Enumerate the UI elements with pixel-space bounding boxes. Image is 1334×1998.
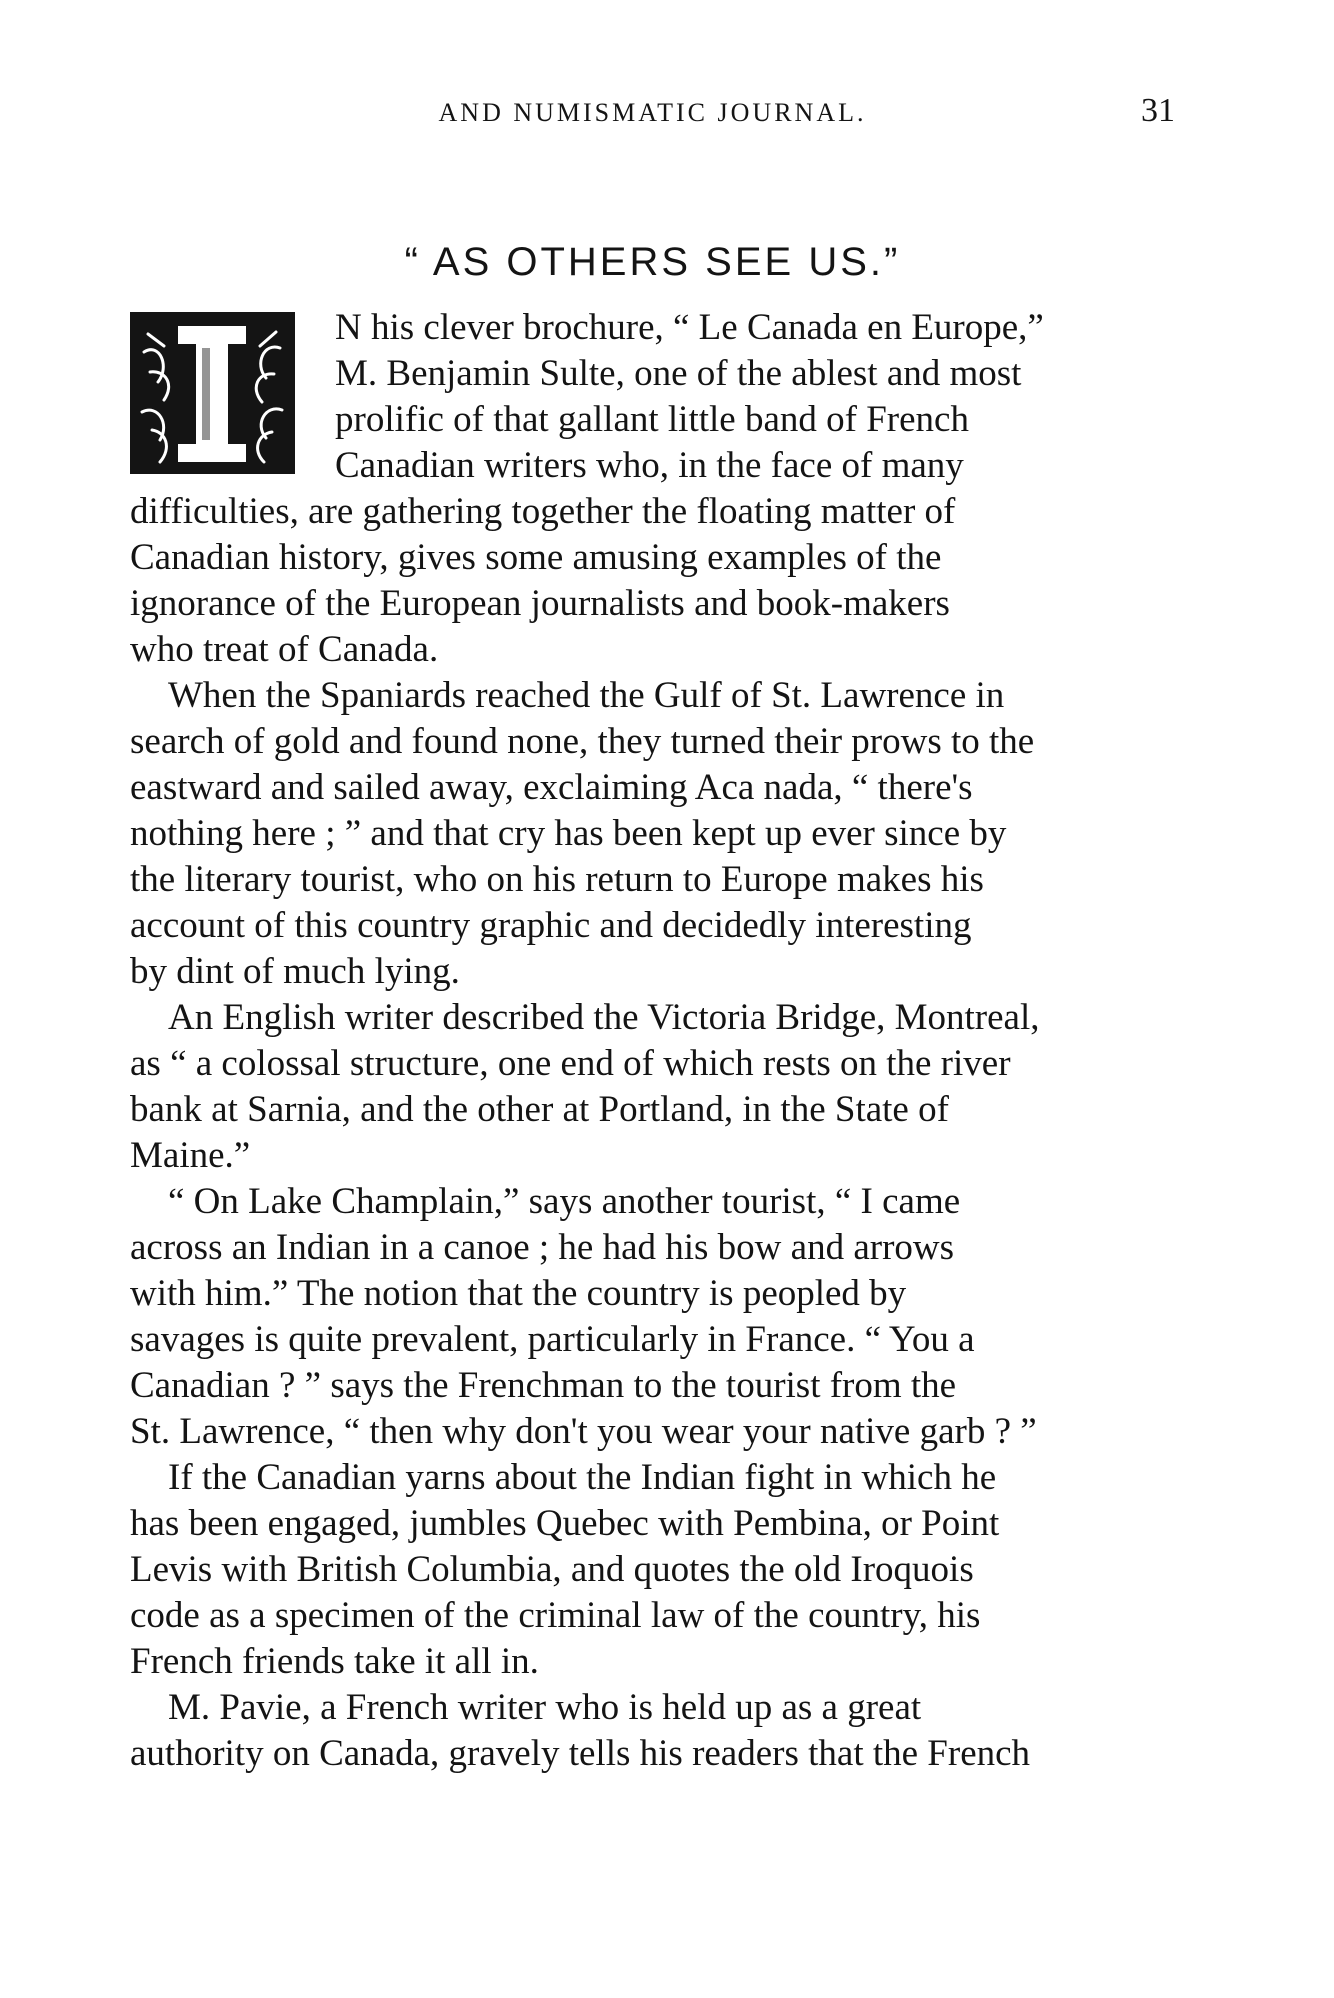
text-line: French friends take it all in.: [130, 1641, 539, 1682]
page-number: 31: [1141, 92, 1175, 129]
text-line: ignorance of the European journalists and book-makers: [130, 583, 950, 624]
text-line: St. Lawrence, “ then why don't you wear your native garb ? ”: [130, 1411, 1037, 1452]
text-line: If the Canadian yarns about the Indian fight in which he: [168, 1457, 997, 1498]
text-line: When the Spaniards reached the Gulf of St. Lawrence in: [168, 675, 1005, 716]
text-line: Canadian history, gives some amusing examples of the: [130, 537, 942, 578]
text-line: Levis with British Columbia, and quotes the old Iroquois: [130, 1549, 974, 1590]
text-line: bank at Sarnia, and the other at Portland, in the State of: [130, 1089, 949, 1130]
text-line: by dint of much lying.: [130, 951, 460, 992]
text-line: with him.” The notion that the country is peopled by: [130, 1273, 907, 1314]
text-line: prolific of that gallant little band of French: [335, 399, 969, 440]
text-line: Canadian writers who, in the face of many: [335, 445, 964, 486]
text-line: across an Indian in a canoe ; he had his bow and arrows: [130, 1227, 955, 1268]
text-line: M. Benjamin Sulte, one of the ablest and most: [335, 353, 1022, 394]
text-line: as “ a colossal structure, one end of which rests on the river: [130, 1043, 1011, 1084]
text-line: nothing here ; ” and that cry has been kept up ever since by: [130, 813, 1007, 854]
document-page: [130, 0, 1175, 1998]
text-line: eastward and sailed away, exclaiming Aca nada, “ there's: [130, 767, 973, 808]
text-line: code as a specimen of the criminal law of the country, his: [130, 1595, 981, 1636]
dropcap-letter: I: [130, 312, 131, 313]
running-head: [130, 92, 1175, 138]
text-line: the literary tourist, who on his return to Europe makes his: [130, 859, 984, 900]
text-line: difficulties, are gathering together the floating matter of: [130, 491, 956, 532]
article-body: [130, 305, 1175, 1777]
text-line: account of this country graphic and decidedly interesting: [130, 905, 972, 946]
text-line: who treat of Canada.: [130, 629, 439, 670]
running-title: AND NUMISMATIC JOURNAL.: [438, 98, 867, 127]
text-line: Maine.”: [130, 1135, 251, 1176]
text-line: M. Pavie, a French writer who is held up as a great: [168, 1687, 922, 1728]
text-line: N his clever brochure, “ Le Canada en Europe,”: [335, 307, 1044, 348]
text-line: “ On Lake Champlain,” says another tourist, “ I came: [168, 1181, 961, 1222]
text-line: has been engaged, jumbles Quebec with Pembina, or Point: [130, 1503, 1000, 1544]
text-line: savages is quite prevalent, particularly in France. “ You a: [130, 1319, 975, 1360]
text-line: search of gold and found none, they turned their prows to the: [130, 721, 1035, 762]
article-title: “ AS OTHERS SEE US.”: [404, 240, 901, 284]
text-line: authority on Canada, gravely tells his readers that the French: [130, 1733, 1031, 1774]
text-line: An English writer described the Victoria Bridge, Montreal,: [168, 997, 1040, 1038]
text-line: Canadian ? ” says the Frenchman to the tourist from the: [130, 1365, 957, 1406]
